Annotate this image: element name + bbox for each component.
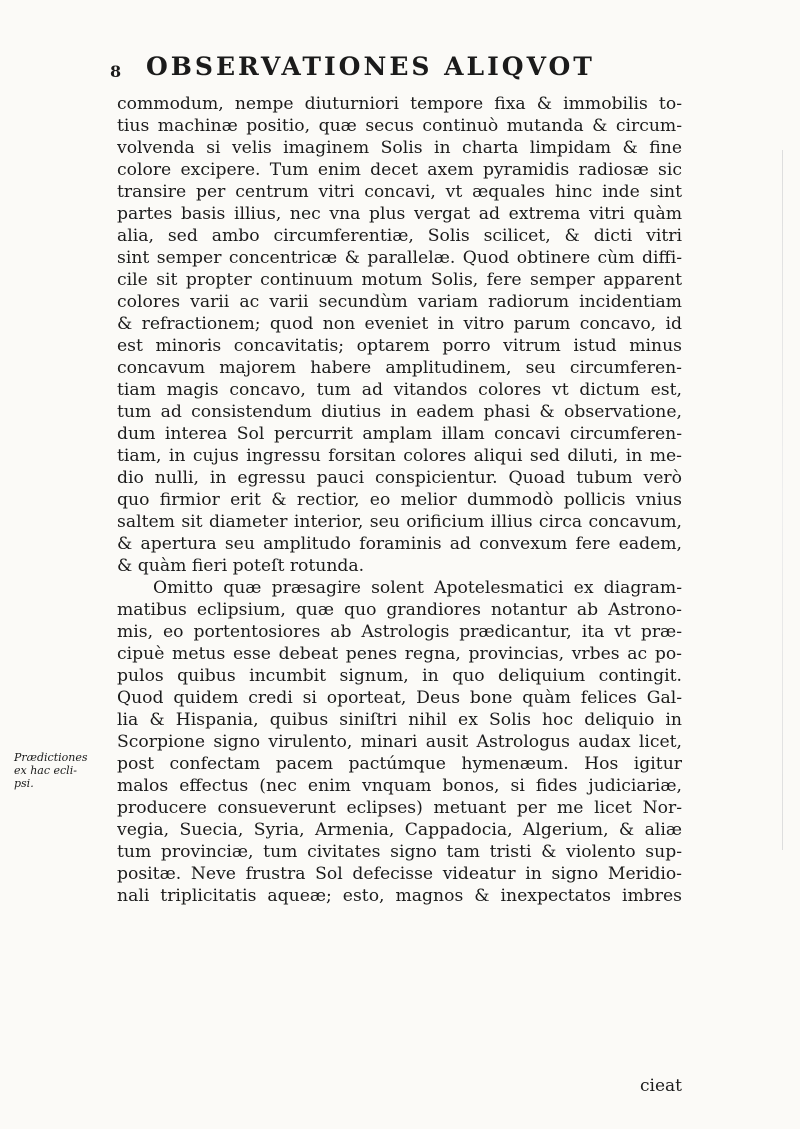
- text-line: saltem sit diameter interior, seu orificium illius circa concavum,: [117, 512, 682, 532]
- text-line: transire per centrum vitri concavi, vt æquales hinc inde sint: [117, 182, 682, 202]
- text-line: mis, eo portentosiores ab Astrologis prædicantur, ita vt præ-: [117, 622, 682, 642]
- text-line: quo firmior erit & rectior, eo melior dummodò pollicis vnius: [117, 490, 682, 510]
- text-line: & refractionem; quod non eveniet in vitro parum concavo, id: [117, 314, 682, 334]
- text-line: positæ. Neve frustra Sol defecisse videatur in signo Meridio-: [117, 864, 682, 884]
- text-line: pulos quibus incumbit signum, in quo deliquium contingit.: [117, 666, 682, 686]
- text-line: matibus eclipsium, quæ quo grandiores notantur ab Astrono-: [117, 600, 682, 620]
- text-line: colores varii ac varii secundùm variam radiorum incidentiam: [117, 292, 682, 312]
- text-line: concavum majorem habere amplitudinem, seu circumferen-: [117, 358, 682, 378]
- margin-note-line: Prædictiones: [14, 751, 88, 764]
- text-line: post confectam pacem pactúmque hymenæum. Hos igitur: [117, 754, 682, 774]
- text-line: tum ad consistendum diutius in eadem phasi & observatione,: [117, 402, 682, 422]
- page-number: 8: [110, 62, 122, 81]
- margin-note-line: psi.: [14, 777, 34, 790]
- text-line: producere consueverunt eclipses) metuant per me licet Nor-: [117, 798, 682, 818]
- text-line: tius machinæ positio, quæ secus continuò mutanda & circum-: [117, 116, 682, 136]
- text-line: lia & Hispania, quibus siniſtri nihil ex Solis hoc deliquio in: [117, 710, 682, 730]
- text-line: & quàm fieri poteſt rotunda.: [117, 556, 365, 576]
- page-edge-shadow: [782, 150, 783, 850]
- page-header: [110, 52, 710, 92]
- text-line: tiam, in cujus ingressu forsitan colores aliqui sed diluti, in me-: [117, 446, 682, 466]
- margin-note: [14, 751, 109, 790]
- text-line: dum interea Sol percurrit amplam illam concavi circumferen-: [117, 424, 682, 444]
- text-line: volvenda si velis imaginem Solis in charta limpidam & fine: [117, 138, 682, 158]
- catchword: cieat: [640, 1076, 682, 1096]
- text-line: nali triplicitatis aqueæ; esto, magnos & inexpectatos imbres: [117, 886, 682, 906]
- text-line: vegia, Suecia, Syria, Armenia, Cappadocia, Algerium, & aliæ: [117, 820, 682, 840]
- text-line: cipuè metus esse debeat penes regna, provincias, vrbes ac po-: [117, 644, 682, 664]
- text-line: malos effectus (nec enim vnquam bonos, si fides judiciariæ,: [117, 776, 682, 796]
- text-line: & apertura seu amplitudo foraminis ad convexum fere eadem,: [117, 534, 682, 554]
- text-line: partes basis illius, nec vna plus vergat ad extrema vitri quàm: [117, 204, 682, 224]
- text-line: est minoris concavitatis; optarem porro vitrum istud minus: [117, 336, 682, 356]
- body-text: [117, 93, 682, 907]
- text-line: tiam magis concavo, tum ad vitandos colores vt dictum est,: [117, 380, 682, 400]
- text-line: dio nulli, in egressu pauci conspicientur. Quoad tubum verò: [117, 468, 682, 488]
- text-line: tum provinciæ, tum civitates signo tam tristi & violento sup-: [117, 842, 682, 862]
- text-line: commodum, nempe diuturniori tempore fixa & immobilis to-: [117, 94, 682, 114]
- text-line: Quod quidem credi si oporteat, Deus bone quàm felices Gal-: [117, 688, 682, 708]
- text-line: Scorpione signo virulento, minari ausit Astrologus audax licet,: [117, 732, 682, 752]
- text-line: sint semper concentricæ & parallelæ. Quod obtinere cùm diffi-: [117, 248, 682, 268]
- margin-note-line: ex hac ecli-: [14, 764, 77, 777]
- text-line: colore excipere. Tum enim decet axem pyramidis radiosæ sic: [117, 160, 682, 180]
- text-line: alia, sed ambo circumferentiæ, Solis scilicet, & dicti vitri: [117, 226, 682, 246]
- running-head: OBSERVATIONES ALIQVOT: [146, 52, 595, 81]
- text-line: cile sit propter continuum motum Solis, fere semper apparent: [117, 270, 682, 290]
- text-line: Omitto quæ præsagire solent Apotelesmatici ex diagram-: [153, 578, 682, 598]
